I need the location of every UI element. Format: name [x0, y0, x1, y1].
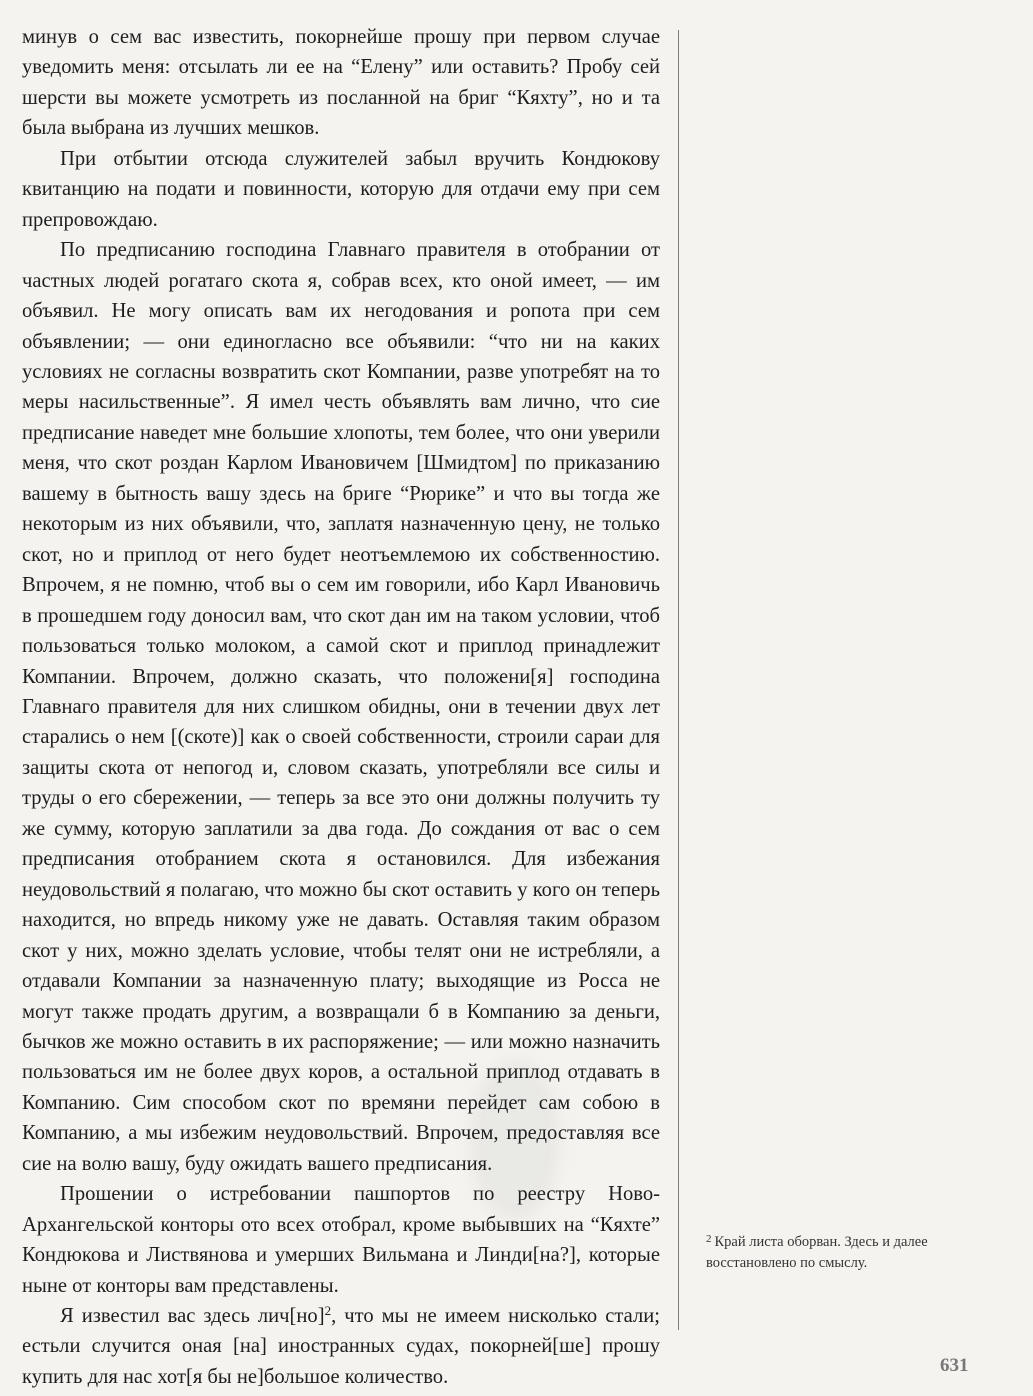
column-divider — [678, 30, 679, 1330]
footnote-mark: 2 — [706, 1233, 712, 1245]
paragraph-1: минув о сем вас известить, покорнейше прошу при первом случае уведомить меня: отсылать ли ее на “Елену” или оставить? Пробу сей шерсти вы можете усмотреть из посланной на бриг “Кяхту”, но и та была выбрана из лучших мешков. — [22, 26, 660, 140]
footnote-reference[interactable]: 2 — [324, 1303, 332, 1319]
paragraph-2: При отбытии отсюда служителей забыл вручить Кондюкову квитанцию на подати и повинности, которую для отдачи ему при сем препровождаю. — [22, 147, 660, 231]
main-text-column — [22, 22, 660, 1392]
paragraph-3: По предписанию господина Главнаго правителя в отобрании от частных людей рогатаго скота я, собрав всех, кто оной имеет, — им объявил. Не могу описать вам их негодования и ропота при сем объявлении; — они единогласно все объявили: “что ни на каких условиях не согласны возвратить скот Компании, разве употребят на то меры насильственные”. Я имел честь объявлять вам лично, что сие предписание наведет мне большие хлопоты, тем более, что они уверили меня, что скот роздан Карлом Ивановичем [Шмидтом] по приказанию вашему в бытность вашу здесь на бриге “Рюрике” и что вы тогда же некоторым из них объявили, что, заплатя назначенную цену, не только скот, но и приплод от него будет неотъемлемою их собственностию. Впрочем, я не помню, чтоб вы о сем им говорили, ибо Карл Ивановичь в прошедшем году доносил вам, что скот дан им на таком условии, чтоб пользоваться только молоком, а самой скот и приплод принадлежит Компании. Впрочем, должно сказать, что положени[я] господина Главнаго правителя для них слишком обидны, они в течении двух лет старались о нем [(скоте)] как о своей собственности, строили сараи для защиты скота от непогод и, словом сказать, употребляли все силы и труды о его сбережении, — теперь за все это они должны получить ту же сумму, которую заплатили за два года. До сождания от вас о сем предписания отобранием скота я остановился. Для избежания неудовольствий я полагаю, что можно бы скот оставить у кого он теперь находится, но впредь никому уже не давать. Оставляя таким образом скот у них, можно зделать условие, чтобы телят они не истребляли, а отдавали Компании за назначенную плату; выходящие из Росса не могут также продать другим, а возвращали б в Компанию за деньги, бычков же можно оставить в их распоряжение; — или можно назначить пользоваться им не более двух коров, а остальной приплод отдавать в Компанию. Сим способом скот по времяни перейдет сам собою в Компанию, а мы избежим неудовольствий. Впрочем, предоставляя все сие на волю вашу, буду ожидать вашего предписания. — [22, 239, 660, 1175]
paragraph-5-before: Я известил вас здесь лич[но] — [60, 1305, 325, 1328]
paragraph-5 — [22, 1301, 660, 1392]
page-number: 631 — [940, 1355, 969, 1376]
footnote-text: Край листа оборван. Здесь и далее восстановлено по смыслу. — [706, 1234, 928, 1271]
paragraph-5-after: , что мы не имеем нисколько стали; естьли случится оная [на] иностранных судах, покорней[ше] прошу купить для нас хот[я бы не]большое количество. — [22, 1305, 660, 1388]
paragraph-4: Прошении о истребовании пашпортов по реестру Ново-Архангельской конторы ото всех отобрал, кроме выбывших на “Кяхте” Кондюкова и Листвянова и умерших Вильмана и Линди[на?], которые ныне от конторы вам представлены. — [22, 1183, 660, 1297]
footnote — [706, 1229, 976, 1274]
